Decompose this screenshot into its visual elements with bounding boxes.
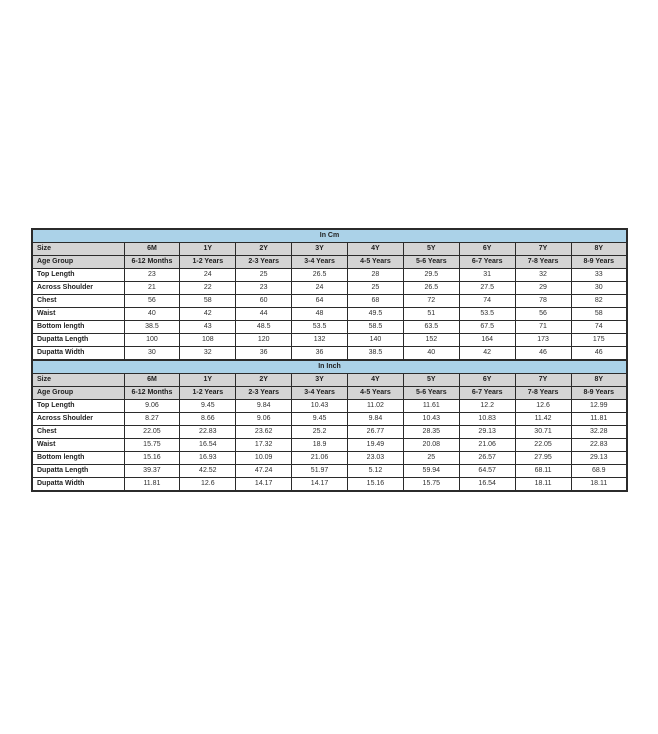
value-cell: 30 [124, 347, 180, 361]
value-cell: 46 [515, 347, 571, 361]
value-cell: 9.45 [292, 413, 348, 426]
header-cell: 4-5 Years [348, 387, 404, 400]
header-cell: 6-12 Months [124, 256, 180, 269]
value-cell: 36 [292, 347, 348, 361]
row-label: Dupatta Length [32, 334, 124, 347]
value-cell: 51.97 [292, 465, 348, 478]
header-cell: 4Y [348, 374, 404, 387]
header-row-label: Age Group [32, 387, 124, 400]
value-cell: 82 [571, 295, 627, 308]
value-cell: 64.57 [459, 465, 515, 478]
value-cell: 140 [348, 334, 404, 347]
measurement-row [32, 439, 627, 452]
value-cell: 40 [403, 347, 459, 361]
value-cell: 8.66 [180, 413, 236, 426]
value-cell: 38.5 [348, 347, 404, 361]
value-cell: 48 [292, 308, 348, 321]
measurement-row [32, 308, 627, 321]
header-cell: 8-9 Years [571, 256, 627, 269]
value-cell: 40 [124, 308, 180, 321]
measurement-row [32, 413, 627, 426]
measurement-row [32, 295, 627, 308]
row-label: Top Length [32, 269, 124, 282]
value-cell: 23.03 [348, 452, 404, 465]
value-cell: 32 [515, 269, 571, 282]
value-cell: 5.12 [348, 465, 404, 478]
value-cell: 64 [292, 295, 348, 308]
value-cell: 108 [180, 334, 236, 347]
value-cell: 28.35 [403, 426, 459, 439]
value-cell: 23.62 [236, 426, 292, 439]
value-cell: 10.83 [459, 413, 515, 426]
header-cell: 5-6 Years [403, 387, 459, 400]
value-cell: 11.81 [571, 413, 627, 426]
header-cell: 5Y [403, 374, 459, 387]
row-label: Dupatta Width [32, 347, 124, 361]
value-cell: 26.77 [348, 426, 404, 439]
value-cell: 100 [124, 334, 180, 347]
value-cell: 58.5 [348, 321, 404, 334]
row-label: Bottom length [32, 321, 124, 334]
value-cell: 27.5 [459, 282, 515, 295]
table-title: In Cm [32, 229, 627, 243]
row-label: Chest [32, 295, 124, 308]
value-cell: 60 [236, 295, 292, 308]
value-cell: 74 [459, 295, 515, 308]
value-cell: 15.75 [403, 478, 459, 492]
value-cell: 59.94 [403, 465, 459, 478]
value-cell: 14.17 [292, 478, 348, 492]
header-row [32, 387, 627, 400]
value-cell: 15.16 [124, 452, 180, 465]
value-cell: 18.11 [571, 478, 627, 492]
value-cell: 24 [180, 269, 236, 282]
header-cell: 4Y [348, 243, 404, 256]
value-cell: 30 [571, 282, 627, 295]
value-cell: 33 [571, 269, 627, 282]
row-label: Top Length [32, 400, 124, 413]
value-cell: 21 [124, 282, 180, 295]
header-cell: 6M [124, 374, 180, 387]
table-title-row [32, 229, 627, 243]
size-table-cm [31, 228, 628, 361]
header-cell: 6-12 Months [124, 387, 180, 400]
value-cell: 21.06 [292, 452, 348, 465]
header-row-label: Size [32, 243, 124, 256]
value-cell: 29.13 [459, 426, 515, 439]
value-cell: 43 [180, 321, 236, 334]
value-cell: 164 [459, 334, 515, 347]
value-cell: 18.9 [292, 439, 348, 452]
header-cell: 5-6 Years [403, 256, 459, 269]
value-cell: 9.84 [236, 400, 292, 413]
measurement-row [32, 347, 627, 361]
value-cell: 29.5 [403, 269, 459, 282]
value-cell: 12.2 [459, 400, 515, 413]
header-cell: 4-5 Years [348, 256, 404, 269]
value-cell: 9.84 [348, 413, 404, 426]
value-cell: 48.5 [236, 321, 292, 334]
value-cell: 152 [403, 334, 459, 347]
value-cell: 38.5 [124, 321, 180, 334]
value-cell: 16.54 [180, 439, 236, 452]
value-cell: 132 [292, 334, 348, 347]
value-cell: 74 [571, 321, 627, 334]
value-cell: 53.5 [292, 321, 348, 334]
value-cell: 10.09 [236, 452, 292, 465]
value-cell: 22.05 [124, 426, 180, 439]
header-row [32, 243, 627, 256]
value-cell: 22.05 [515, 439, 571, 452]
header-cell: 6Y [459, 243, 515, 256]
measurement-row [32, 478, 627, 492]
header-cell: 1Y [180, 374, 236, 387]
row-label: Dupatta Length [32, 465, 124, 478]
row-label: Waist [32, 439, 124, 452]
value-cell: 12.6 [180, 478, 236, 492]
value-cell: 11.02 [348, 400, 404, 413]
measurement-row [32, 400, 627, 413]
value-cell: 46 [571, 347, 627, 361]
value-cell: 44 [236, 308, 292, 321]
row-label: Bottom length [32, 452, 124, 465]
measurement-row [32, 452, 627, 465]
value-cell: 29.13 [571, 452, 627, 465]
value-cell: 23 [124, 269, 180, 282]
value-cell: 68.11 [515, 465, 571, 478]
value-cell: 17.32 [236, 439, 292, 452]
value-cell: 9.06 [124, 400, 180, 413]
header-cell: 3-4 Years [292, 256, 348, 269]
value-cell: 29 [515, 282, 571, 295]
value-cell: 30.71 [515, 426, 571, 439]
value-cell: 22.83 [571, 439, 627, 452]
value-cell: 28 [348, 269, 404, 282]
value-cell: 68 [348, 295, 404, 308]
header-cell: 1-2 Years [180, 387, 236, 400]
value-cell: 25.2 [292, 426, 348, 439]
measurement-row [32, 282, 627, 295]
value-cell: 19.49 [348, 439, 404, 452]
header-cell: 3Y [292, 243, 348, 256]
value-cell: 12.6 [515, 400, 571, 413]
header-cell: 8-9 Years [571, 387, 627, 400]
header-cell: 7-8 Years [515, 387, 571, 400]
value-cell: 10.43 [292, 400, 348, 413]
measurement-row [32, 321, 627, 334]
value-cell: 15.75 [124, 439, 180, 452]
value-cell: 67.5 [459, 321, 515, 334]
value-cell: 53.5 [459, 308, 515, 321]
value-cell: 20.08 [403, 439, 459, 452]
table-title: In Inch [32, 360, 627, 374]
header-cell: 1Y [180, 243, 236, 256]
header-cell: 3-4 Years [292, 387, 348, 400]
row-label: Across Shoulder [32, 282, 124, 295]
header-cell: 6M [124, 243, 180, 256]
value-cell: 21.06 [459, 439, 515, 452]
value-cell: 42 [180, 308, 236, 321]
value-cell: 175 [571, 334, 627, 347]
table-title-row [32, 360, 627, 374]
value-cell: 11.81 [124, 478, 180, 492]
value-cell: 24 [292, 282, 348, 295]
measurement-row [32, 334, 627, 347]
value-cell: 9.06 [236, 413, 292, 426]
row-label: Chest [32, 426, 124, 439]
value-cell: 22 [180, 282, 236, 295]
value-cell: 25 [348, 282, 404, 295]
measurement-row [32, 426, 627, 439]
value-cell: 49.5 [348, 308, 404, 321]
header-cell: 7Y [515, 374, 571, 387]
value-cell: 26.57 [459, 452, 515, 465]
value-cell: 14.17 [236, 478, 292, 492]
value-cell: 10.43 [403, 413, 459, 426]
row-label: Across Shoulder [32, 413, 124, 426]
value-cell: 25 [403, 452, 459, 465]
value-cell: 68.9 [571, 465, 627, 478]
value-cell: 47.24 [236, 465, 292, 478]
value-cell: 27.95 [515, 452, 571, 465]
value-cell: 26.5 [403, 282, 459, 295]
value-cell: 39.37 [124, 465, 180, 478]
value-cell: 42.52 [180, 465, 236, 478]
value-cell: 71 [515, 321, 571, 334]
header-cell: 8Y [571, 243, 627, 256]
value-cell: 18.11 [515, 478, 571, 492]
header-cell: 7-8 Years [515, 256, 571, 269]
value-cell: 58 [180, 295, 236, 308]
header-cell: 1-2 Years [180, 256, 236, 269]
value-cell: 15.16 [348, 478, 404, 492]
header-row-label: Age Group [32, 256, 124, 269]
value-cell: 9.45 [180, 400, 236, 413]
size-table-inch [31, 359, 628, 492]
value-cell: 8.27 [124, 413, 180, 426]
header-cell: 2-3 Years [236, 387, 292, 400]
header-cell: 6-7 Years [459, 387, 515, 400]
value-cell: 56 [124, 295, 180, 308]
value-cell: 120 [236, 334, 292, 347]
value-cell: 72 [403, 295, 459, 308]
header-cell: 2Y [236, 243, 292, 256]
value-cell: 51 [403, 308, 459, 321]
value-cell: 11.42 [515, 413, 571, 426]
header-row-label: Size [32, 374, 124, 387]
header-cell: 6Y [459, 374, 515, 387]
row-label: Waist [32, 308, 124, 321]
header-cell: 2Y [236, 374, 292, 387]
value-cell: 56 [515, 308, 571, 321]
value-cell: 16.54 [459, 478, 515, 492]
value-cell: 16.93 [180, 452, 236, 465]
value-cell: 25 [236, 269, 292, 282]
value-cell: 32.28 [571, 426, 627, 439]
measurement-row [32, 269, 627, 282]
value-cell: 63.5 [403, 321, 459, 334]
value-cell: 23 [236, 282, 292, 295]
value-cell: 42 [459, 347, 515, 361]
value-cell: 26.5 [292, 269, 348, 282]
value-cell: 173 [515, 334, 571, 347]
header-row [32, 256, 627, 269]
value-cell: 11.61 [403, 400, 459, 413]
value-cell: 22.83 [180, 426, 236, 439]
row-label: Dupatta Width [32, 478, 124, 492]
header-cell: 8Y [571, 374, 627, 387]
value-cell: 58 [571, 308, 627, 321]
header-cell: 6-7 Years [459, 256, 515, 269]
value-cell: 32 [180, 347, 236, 361]
header-cell: 3Y [292, 374, 348, 387]
value-cell: 36 [236, 347, 292, 361]
header-cell: 2-3 Years [236, 256, 292, 269]
header-row [32, 374, 627, 387]
header-cell: 5Y [403, 243, 459, 256]
value-cell: 78 [515, 295, 571, 308]
header-cell: 7Y [515, 243, 571, 256]
value-cell: 12.99 [571, 400, 627, 413]
value-cell: 31 [459, 269, 515, 282]
measurement-row [32, 465, 627, 478]
